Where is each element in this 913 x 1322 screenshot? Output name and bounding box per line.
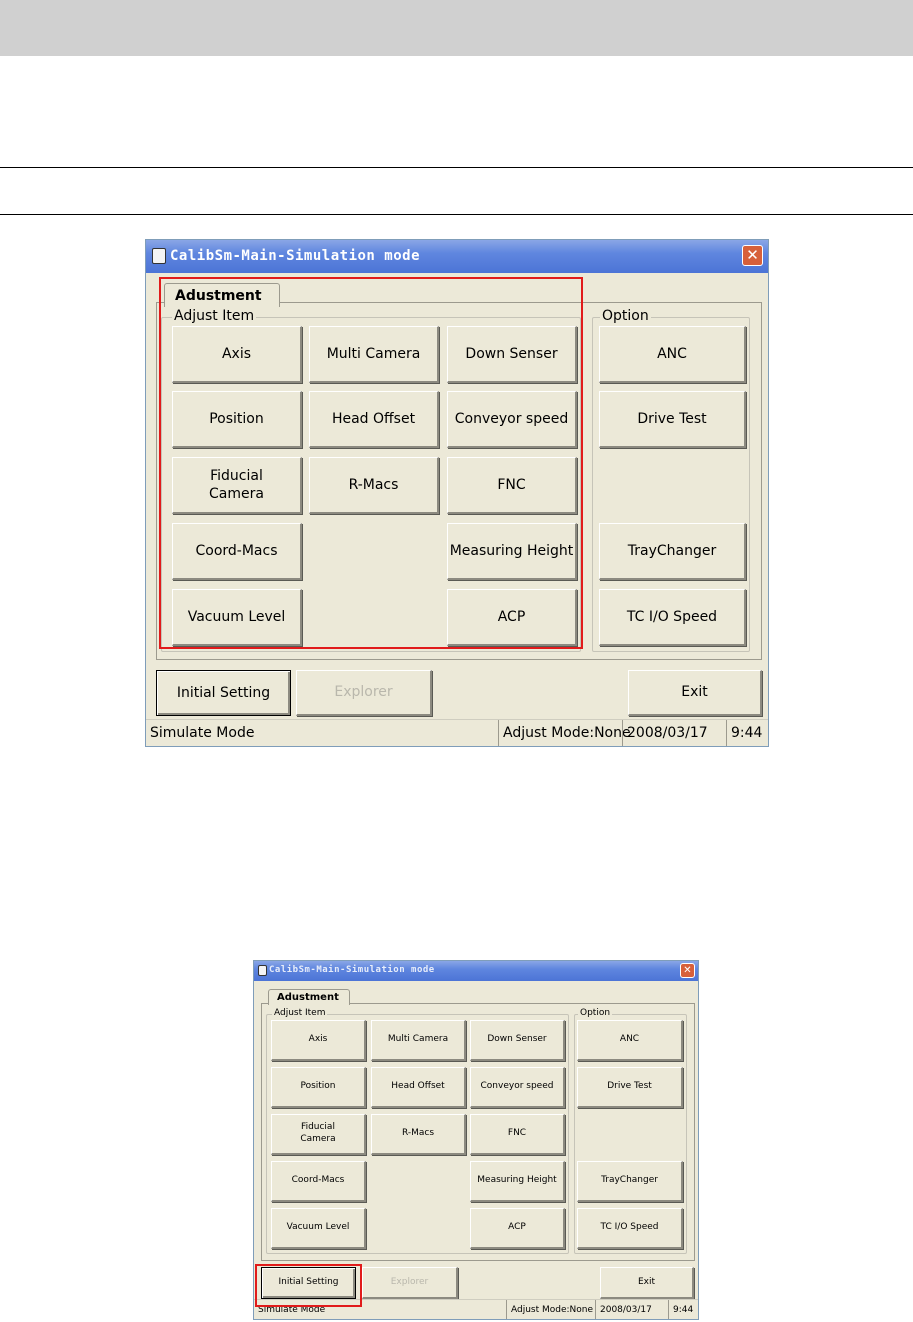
status-mode: Simulate Mode <box>258 1304 326 1315</box>
title-bar <box>146 240 768 273</box>
r-macs-button[interactable]: R-Macs <box>309 457 439 514</box>
status-date: 2008/03/17 <box>622 720 726 746</box>
adjust-item-label: Adjust Item <box>174 308 255 324</box>
close-icon[interactable]: ✕ <box>680 963 695 978</box>
initial-setting-button[interactable]: Initial Setting <box>261 1267 356 1299</box>
axis-button[interactable]: Axis <box>271 1020 366 1061</box>
head-offset-button[interactable]: Head Offset <box>371 1067 466 1108</box>
calib-main-window-small <box>253 960 699 1320</box>
coord-macs-button[interactable]: Coord-Macs <box>172 523 302 580</box>
vacuum-level-button[interactable]: Vacuum Level <box>271 1208 366 1249</box>
multi-camera-button[interactable]: Multi Camera <box>371 1020 466 1061</box>
divider-line-1 <box>0 167 913 168</box>
highlight-initial-setting <box>255 1264 362 1307</box>
tc-io-speed-button[interactable]: TC I/O Speed <box>599 589 746 646</box>
app-icon <box>152 248 166 264</box>
acp-button[interactable]: ACP <box>470 1208 565 1249</box>
axis-button[interactable]: Axis <box>172 326 302 383</box>
vacuum-level-button[interactable]: Vacuum Level <box>172 589 302 646</box>
tab-adustment[interactable]: Adustment <box>164 283 280 307</box>
header-band <box>0 0 913 56</box>
option-label: Option <box>602 308 649 324</box>
fiducial-camera-line1: Fiducial <box>210 467 263 484</box>
measuring-height-button[interactable]: Measuring Height <box>447 523 577 580</box>
r-macs-button[interactable]: R-Macs <box>371 1114 466 1155</box>
explorer-button[interactable]: Explorer <box>296 670 432 716</box>
status-time: 9:44 <box>668 1300 699 1319</box>
status-adjust-mode: Adjust Mode:None <box>498 720 622 746</box>
tab-adustment[interactable]: Adustment <box>268 989 350 1005</box>
tray-changer-button[interactable]: TrayChanger <box>577 1161 683 1202</box>
status-mode: Simulate Mode <box>150 725 255 741</box>
status-bar <box>146 719 768 746</box>
position-button[interactable]: Position <box>172 391 302 448</box>
drive-test-button[interactable]: Drive Test <box>577 1067 683 1108</box>
close-icon[interactable]: ✕ <box>742 245 763 266</box>
fnc-button[interactable]: FNC <box>470 1114 565 1155</box>
status-date: 2008/03/17 <box>595 1300 668 1319</box>
down-senser-button[interactable]: Down Senser <box>470 1020 565 1061</box>
calib-main-window-large <box>145 239 769 747</box>
multi-camera-button[interactable]: Multi Camera <box>309 326 439 383</box>
fiducial-camera-line2: Camera <box>300 1134 336 1144</box>
status-adjust-mode: Adjust Mode:None <box>506 1300 595 1319</box>
option-label: Option <box>580 1008 611 1018</box>
drive-test-button[interactable]: Drive Test <box>599 391 746 448</box>
divider-line-2 <box>0 214 913 215</box>
explorer-button[interactable]: Explorer <box>362 1267 458 1299</box>
tray-changer-button[interactable]: TrayChanger <box>599 523 746 580</box>
conveyor-speed-button[interactable]: Conveyor speed <box>470 1067 565 1108</box>
fiducial-camera-line2: Camera <box>209 486 264 502</box>
status-time: 9:44 <box>726 720 769 746</box>
coord-macs-button[interactable]: Coord-Macs <box>271 1161 366 1202</box>
initial-setting-button[interactable]: Initial Setting <box>156 670 291 716</box>
window-title: CalibSm-Main-Simulation mode <box>170 248 421 264</box>
acp-button[interactable]: ACP <box>447 589 577 646</box>
down-senser-button[interactable]: Down Senser <box>447 326 577 383</box>
anc-button[interactable]: ANC <box>577 1020 683 1061</box>
fiducial-camera-line1: Fiducial <box>301 1122 335 1133</box>
head-offset-button[interactable]: Head Offset <box>309 391 439 448</box>
window-title: CalibSm-Main-Simulation mode <box>269 965 435 975</box>
title-bar <box>254 961 698 981</box>
fnc-button[interactable]: FNC <box>447 457 577 514</box>
tc-io-speed-button[interactable]: TC I/O Speed <box>577 1208 683 1249</box>
adjust-item-label: Adjust Item <box>274 1008 326 1018</box>
app-icon <box>258 965 267 976</box>
highlight-adjust-area <box>159 277 583 649</box>
exit-button[interactable]: Exit <box>600 1267 694 1299</box>
conveyor-speed-button[interactable]: Conveyor speed <box>447 391 577 448</box>
exit-button[interactable]: Exit <box>628 670 762 716</box>
position-button[interactable]: Position <box>271 1067 366 1108</box>
fiducial-camera-button[interactable] <box>271 1114 366 1155</box>
anc-button[interactable]: ANC <box>599 326 746 383</box>
measuring-height-button[interactable]: Measuring Height <box>470 1161 565 1202</box>
